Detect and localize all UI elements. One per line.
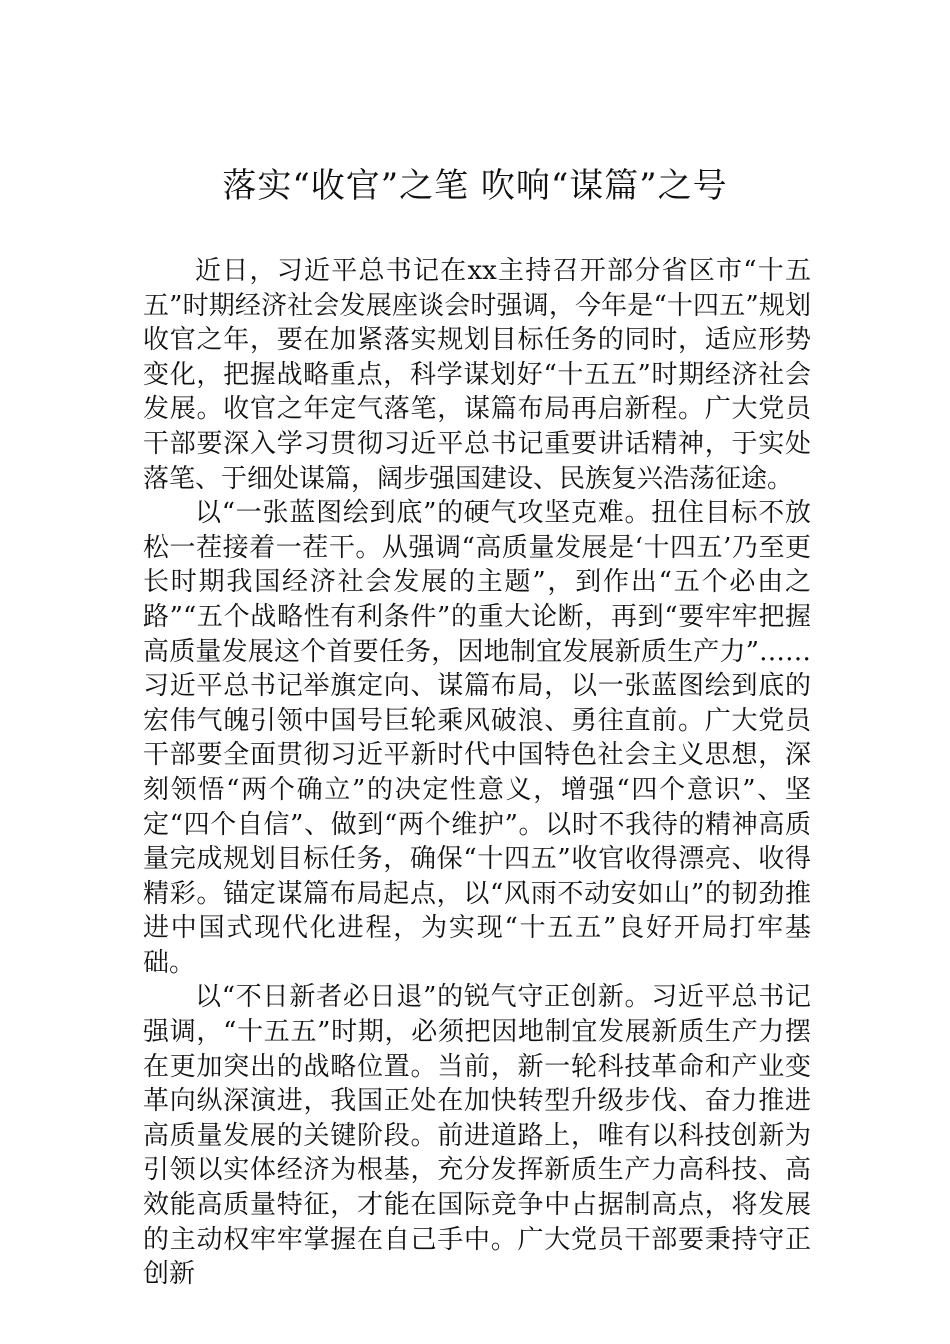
paragraph-3: 以“不日新者必日退”的锐气守正创新。习近平总书记强调，“十五五”时期，必须把因地制宜发展新质生产力摆在更加突出的战略位置。当前，新一轮科技革命和产业变革向纵深演进，我国正处在加快转型升级步伐、奋力推进高质量发展的关键阶段。前进道路上，唯有以科技创新为引领以实体经济为根基，充分发挥新质生产力高科技、高效能高质量特征，才能在国际竞争中占据制高点，将发展的主动权牢牢掌握在自己手中。广大党员干部要秉持守正创新: [143, 982, 811, 1290]
document-title: 落实“收官”之笔 吹响“谋篇”之号: [222, 166, 728, 206]
paragraph-2: 以“一张蓝图绘到底”的硬气攻坚克难。扭住目标不放松一茬接着一茬干。从强调“高质量发展是‘十四五’乃至更长时期我国经济社会发展的主题”，到作出“五个必由之路”“五个战略性有利条件”的重大论断，再到“要牢牢把握高质量发展这个首要任务，因地制宜发展新质生产力”……习近平总书记举旗定向、谋篇布局，以一张蓝图绘到底的宏伟气魄引领中国号巨轮乘风破浪、勇往直前。广大党员干部要全面贯彻习近平新时代中国特色社会主义思想，深刻领悟“两个确立”的决定性意义，增强“四个意识”、坚定“四个自信”、做到“两个维护”。以时不我待的精神高质量完成规划目标任务，确保“十四五”收官收得漂亮、收得精彩。锚定谋篇布局起点，以“风雨不动安如山”的韧劲推进中国式现代化进程，为实现“十五五”良好开局打牢基础。: [143, 498, 811, 978]
paragraph-1: 近日，习近平总书记在xx主持召开部分省区市“十五五”时期经济社会发展座谈会时强调，今年是“十四五”规划收官之年，要在加紧落实规划目标任务的同时，适应形势变化，把握战略重点，科学谋划好“十五五”时期经济社会发展。收官之年定气落笔，谋篇布局再启新程。广大党员干部要深入学习贯彻习近平总书记重要讲话精神，于实处落笔、于细处谋篇，阔步强国建设、民族复兴浩荡征途。: [143, 256, 811, 494]
document-body: [143, 254, 811, 1292]
